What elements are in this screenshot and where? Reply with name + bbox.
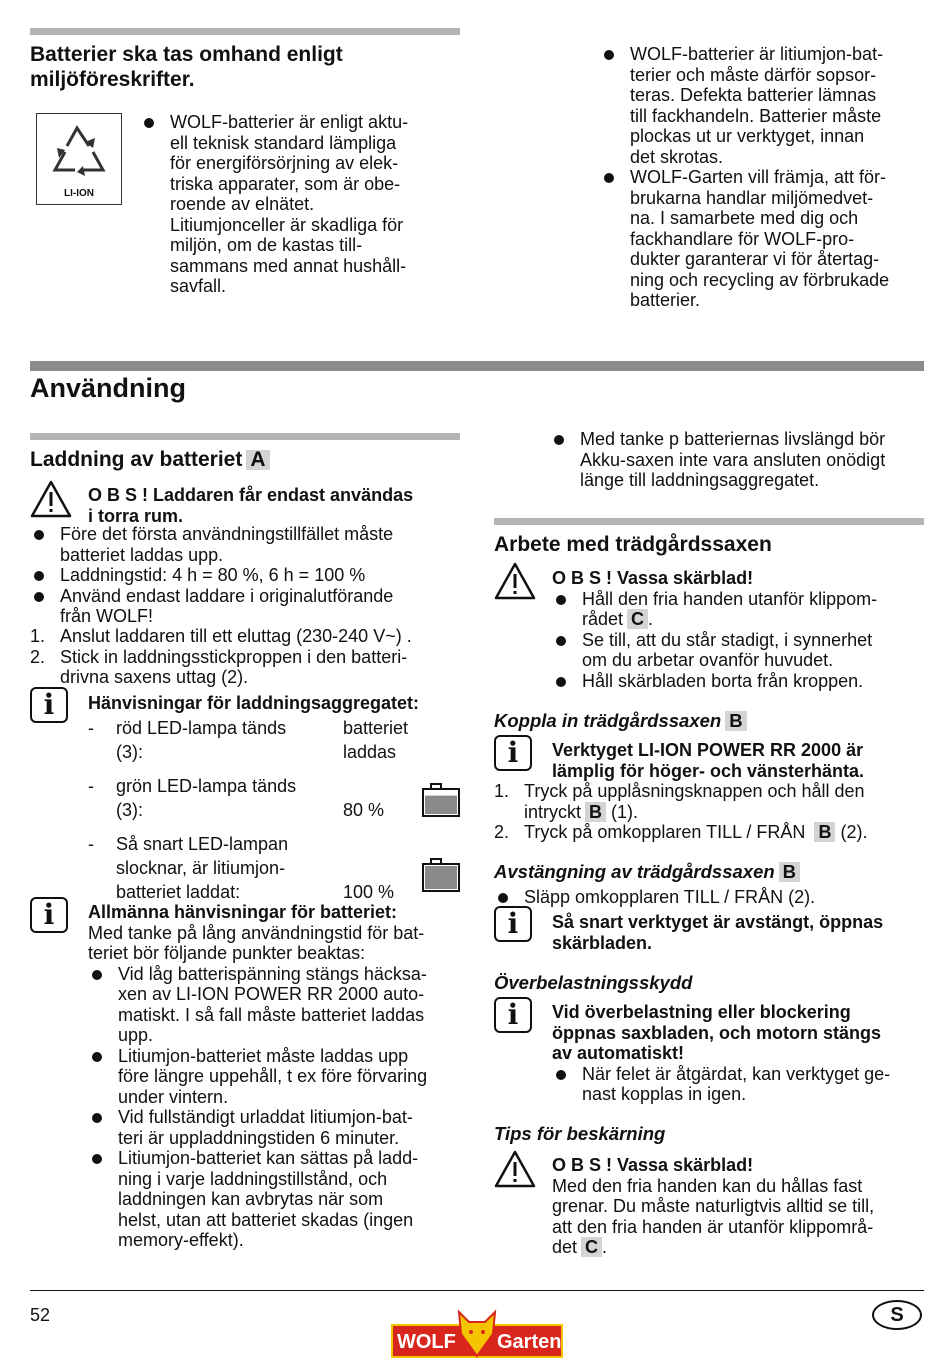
work-warning-block (552, 568, 927, 691)
step-number: 1. (30, 626, 46, 646)
text-line: plockas ut ur verktyget, innan (630, 126, 865, 146)
work-rule (494, 518, 924, 525)
text-line: na. I samarbete med dig och (630, 208, 859, 228)
text-line: triska apparater, som är obe- (170, 173, 401, 194)
text: Håll skärbladen borta från kroppen. (582, 670, 864, 691)
led-dash: - (88, 718, 94, 738)
text-line: 100 % (343, 882, 395, 902)
brand-garten: Garten (497, 1331, 562, 1353)
text-line (524, 802, 924, 823)
text: (1). (606, 801, 639, 822)
text-line: ning i varje laddningstillstånd, och (118, 1168, 388, 1189)
battery-80-icon (422, 783, 460, 817)
text-line: teras. Defekta batterier lämnas (630, 85, 877, 105)
top-right-bullets (600, 44, 930, 311)
tips-text (552, 1176, 927, 1258)
text-line: memory-effekt). (118, 1230, 244, 1250)
text-line: O B S ! Laddaren får endast användas (88, 485, 414, 505)
text-line: upp. (118, 1025, 154, 1045)
text-line: roende av elnätet. (170, 194, 315, 214)
info-icon: i (494, 906, 532, 942)
text: Med den fria handen kan du hållas fast (552, 1175, 863, 1196)
text-line: från WOLF! (60, 606, 154, 626)
overload-note (552, 1002, 927, 1064)
charging-warning (88, 485, 460, 526)
general-notes-heading: Allmänna hänvisningar för batteriet: (88, 902, 398, 922)
tips-heading: Tips för beskärning (494, 1123, 666, 1144)
text-line: drivna saxens uttag (2). (60, 667, 249, 687)
text-line: Akku-saxen inte vara ansluten onödigt (580, 449, 886, 470)
general-notes-bullets (88, 964, 460, 1251)
general-bullet (88, 964, 460, 1046)
text-line: batterier. (630, 290, 701, 310)
general-notes-intro (88, 923, 460, 964)
charger-notes-heading: Hänvisningar för laddningsaggregatet: (88, 693, 420, 713)
switch-on-step-2-text: Tryck på omkopplaren TILL / FRÅN (524, 822, 806, 842)
text-line: till fackhandeln. Batterier måste (630, 105, 882, 126)
figure-badge-c: C (581, 1237, 602, 1257)
disposal-heading-line2: miljöföreskrifter. (30, 68, 195, 91)
text: grenar. Du måste naturligtvis alltid se till, (552, 1196, 875, 1216)
text-line: matiskt. I så fall måste batteriet laddas (118, 1004, 425, 1025)
li-ion-label: LI-ION (64, 188, 94, 199)
text-line: det skrotas. (630, 146, 724, 167)
disposal-bullet-text (140, 112, 460, 297)
work-bullet (552, 630, 927, 671)
work-bullet (552, 589, 927, 630)
switch-off-heading (494, 862, 800, 883)
info-icon: i (30, 687, 68, 723)
led-description (116, 774, 343, 822)
figure-badge-b: B (725, 711, 746, 731)
general-bullet (88, 1046, 460, 1108)
led-table (88, 716, 460, 904)
step-number: 1. (494, 781, 510, 801)
text: Håll den fria handen utanför klippom- (582, 588, 878, 609)
charging-bullet (30, 586, 460, 627)
wolf-head-icon (455, 1308, 499, 1358)
text-line: Med tanke på lång användningstid för bat- (88, 922, 425, 943)
work-bullets (552, 589, 927, 692)
text-line: WOLF-batterier är litiumjon-bat- (630, 44, 884, 64)
text-line: WOLF-batterier är enligt aktu- (170, 112, 409, 132)
text-line: Anslut laddaren till ett eluttag (230-240 V~) . (60, 626, 412, 646)
switch-off-bullet-text: Släpp omkopplaren TILL / FRÅN (2). (494, 887, 924, 908)
text-line: Verktyget LI-ION POWER RR 2000 är (552, 740, 864, 760)
switch-off-note (552, 912, 927, 953)
info-icon: i (30, 897, 68, 933)
switch-off-bullet (494, 887, 924, 908)
text-line (552, 1237, 927, 1258)
work-bullet (552, 671, 927, 692)
disposal-bullet (140, 112, 460, 297)
text-line: laddas (343, 742, 397, 762)
figure-badge-b: B (814, 822, 835, 842)
figure-badge-b: B (585, 802, 606, 822)
text-line: Använd endast laddare i originalutförande (60, 585, 394, 606)
text-line: grön LED-lampa tänds (116, 776, 297, 796)
text-line: Vid fullständigt urladdat litiumjon-bat- (118, 1107, 413, 1127)
work-heading: Arbete med trädgårdssaxen (494, 533, 772, 556)
text-line (552, 1176, 927, 1197)
text: rådet (582, 609, 624, 629)
charging-bullet (30, 524, 460, 565)
text-line: teri är uppladdningstiden 6 minuter. (118, 1127, 400, 1148)
switch-on-heading (494, 711, 747, 732)
text-line: Vid överbelastning eller blockering (552, 1002, 851, 1022)
disposal-heading-line1: Batterier ska tas omhand enligt (30, 43, 343, 66)
figure-badge-b: B (779, 862, 800, 882)
charger-lifetime-bullet-text (550, 429, 930, 491)
text-line: teriet bör följande punkter beaktas: (88, 943, 366, 963)
main-heading: Användning (30, 373, 186, 403)
switch-on-step-1-text (524, 781, 924, 822)
brand-wolf: WOLF (397, 1331, 456, 1353)
text-line: Så snart verktyget är avstängt, öppnas (552, 912, 884, 932)
main-section-rule (30, 361, 924, 371)
led-dash: - (88, 776, 94, 796)
li-ion-recycling-logo (36, 113, 122, 205)
charging-step (30, 626, 460, 647)
led-row (88, 716, 460, 764)
info-icon: i (494, 997, 532, 1033)
charging-heading (30, 447, 270, 472)
text-line: Vid låg batterispänning stängs häcksa- (118, 963, 427, 984)
battery-recycling-bullet (600, 44, 930, 167)
charging-steps (30, 626, 460, 688)
text-line: miljön, om de kastas till- (170, 235, 363, 255)
text-line: batteriet laddas upp. (60, 544, 224, 565)
text-line: slocknar, är litiumjon- (116, 858, 286, 878)
text: Tryck på upplåsningsknappen och håll den (524, 781, 865, 801)
general-notes (88, 902, 460, 1251)
text-line: brukarna handlar miljömedvet- (630, 187, 874, 208)
text: . (602, 1237, 608, 1257)
work-warning: O B S ! Vassa skärblad! (552, 568, 754, 588)
text-line: länge till laddningsaggregatet. (580, 470, 820, 490)
country-code: S (890, 1303, 904, 1326)
text-line: (3): (116, 742, 143, 762)
text-line: röd LED-lampa tänds (116, 718, 287, 738)
disposal-heading (30, 42, 460, 92)
text-line: 80 % (343, 800, 385, 820)
text-line: Laddningstid: 4 h = 80 %, 6 h = 100 % (60, 565, 366, 585)
text: om du arbetar ovanför huvudet. (582, 650, 834, 670)
text-line (582, 671, 927, 692)
warning-icon (494, 1150, 536, 1188)
text: intryckt (524, 801, 582, 822)
figure-badge-c: C (627, 609, 648, 629)
text-line: terier och måste därför sopsor- (630, 64, 877, 85)
text-line: nast kopplas in igen. (582, 1084, 747, 1104)
switch-off-heading-text: Avstängning av trädgårdssaxen (494, 861, 775, 882)
text-line (582, 650, 927, 671)
text: det (552, 1237, 578, 1257)
top-left-rule (30, 28, 460, 35)
text-line: av automatiskt! (552, 1043, 685, 1063)
text-line: laddningen kan avbrytas när som (118, 1189, 384, 1209)
text-line: WOLF-Garten vill främja, att för- (630, 167, 887, 187)
text-line: lämplig för höger- och vänsterhänta. (552, 760, 865, 781)
text-line: helst, utan att batteriet skadas (ingen (118, 1209, 414, 1230)
text-line: fackhandlare för WOLF-pro- (630, 228, 855, 249)
overload-bullet (552, 1064, 927, 1105)
recycle-icon (37, 116, 121, 186)
wolf-environment-bullet (600, 167, 930, 311)
page-number: 52 (30, 1305, 51, 1325)
charging-heading-text: Laddning av batteriet (30, 448, 243, 471)
text-line: Med tanke p batteriernas livslängd bör (580, 429, 886, 449)
text-line: Så snart LED-lampan (116, 834, 289, 854)
text-line: ell teknisk standard lämpliga (170, 132, 397, 153)
step-number: 2. (494, 822, 510, 842)
text: Se till, att du står stadigt, i synnerhet (582, 629, 873, 650)
text-line (582, 589, 927, 610)
charging-bullet (30, 565, 460, 586)
info-icon: i (494, 735, 532, 771)
text-line: i torra rum. (88, 505, 184, 526)
text-line: Litiumjonceller är skadliga för (170, 214, 404, 235)
switch-on-step-2 (494, 822, 924, 843)
charging-step (30, 647, 460, 688)
text-line: för energiförsörjning av elek- (170, 153, 399, 173)
text-line: Före det första användningstillfället måste (60, 524, 394, 544)
warning-icon (30, 480, 72, 518)
warning-icon (494, 562, 536, 600)
led-row (88, 832, 460, 904)
text-line (582, 630, 927, 651)
switch-on-note (552, 740, 927, 781)
text-line (582, 609, 927, 630)
led-dash: - (88, 834, 94, 854)
text-line: skärbladen. (552, 932, 653, 953)
text-line: batteriet laddat: (116, 882, 241, 902)
text-line: Stick in laddningsstickproppen i den batteri- (60, 646, 408, 667)
text-line: Litiumjon-batteriet kan sättas på ladd- (118, 1148, 419, 1168)
overload-block (552, 1002, 927, 1105)
footer-rule (30, 1290, 924, 1291)
text-line: savfall. (170, 276, 227, 296)
led-description (116, 716, 343, 764)
tips-warning: O B S ! Vassa skärblad! (552, 1155, 754, 1175)
text: . (648, 609, 654, 629)
overload-heading: Överbelastningsskydd (494, 972, 693, 993)
battery-100-icon (422, 858, 460, 892)
text-line: sammans med annat hushåll- (170, 255, 407, 276)
figure-badge-a: A (246, 450, 269, 470)
tips-block (552, 1155, 927, 1258)
led-row (88, 774, 460, 822)
text-line: När felet är åtgärdat, kan verktyget ge- (582, 1063, 891, 1084)
text-line: (3): (116, 800, 143, 820)
charging-rule (30, 433, 460, 440)
text: att den fria handen är utanför klippområ- (552, 1216, 874, 1237)
led-description (116, 832, 343, 904)
text-line: före längre uppehåll, t ex före förvaring (118, 1066, 428, 1086)
general-bullet (88, 1148, 460, 1251)
charger-lifetime-bullet (550, 429, 930, 491)
general-bullet (88, 1107, 460, 1148)
switch-on-step-1 (494, 781, 924, 822)
text-line: Litiumjon-batteriet måste laddas upp (118, 1045, 409, 1066)
text-line: under vintern. (118, 1086, 229, 1107)
text-line: dukter garanterar vi för återtag- (630, 249, 880, 269)
text-line: öppnas saxbladen, och motorn stängs (552, 1022, 882, 1043)
text-line: xen av LI-ION POWER RR 2000 auto- (118, 984, 425, 1004)
text-line: ning och recycling av förbrukade (630, 269, 890, 290)
text-line: batteriet (343, 718, 409, 738)
country-badge (872, 1300, 922, 1330)
text-line (524, 781, 924, 802)
text-line (552, 1196, 927, 1217)
step-tail: (2). (840, 822, 868, 842)
step-number: 2. (30, 646, 46, 667)
wolf-garten-logo (391, 1308, 563, 1360)
charging-bullets (30, 524, 460, 627)
text-line (552, 1217, 927, 1238)
switch-on-heading-text: Koppla in trädgårdssaxen (494, 710, 722, 731)
switch-on-steps (494, 781, 924, 843)
led-status (343, 716, 460, 764)
